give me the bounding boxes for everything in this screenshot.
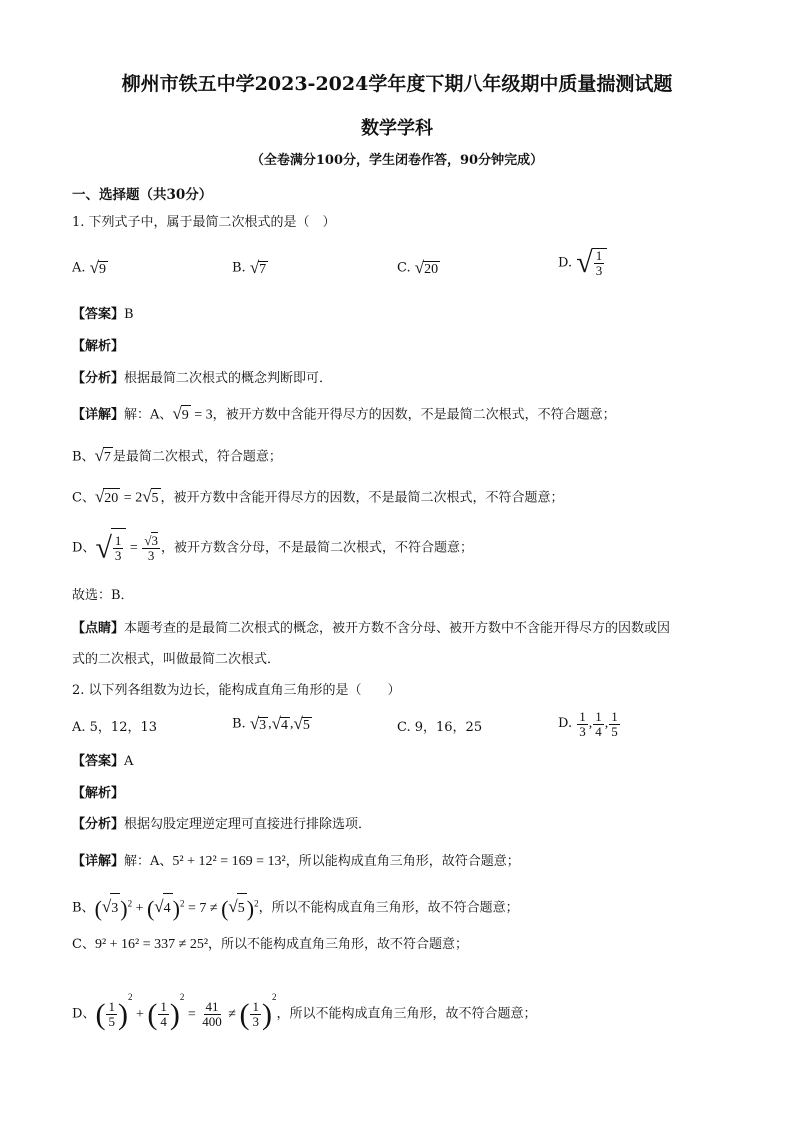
detail-prefix: C、 — [72, 937, 95, 952]
exam-subject: 数学学科 — [361, 118, 433, 139]
detail-text: ，所以不能构成直角三角形，故不符合题意； — [258, 900, 519, 916]
answer-value: B — [124, 307, 134, 322]
answer-value: A — [124, 754, 134, 769]
fenxi-tag: 【分析】 — [72, 817, 125, 832]
q1-fenxi — [72, 369, 332, 389]
fraction-den: 3 — [147, 548, 155, 563]
fraction — [593, 710, 604, 739]
q2-detail-d: D、( $\frac{1}{5}$ )$^2$ + ( $\frac{1}{4}$ )$^2$ = $\frac{41}{400}$ ≠ ( $\frac{1}{3}$ )$^2$，所以不能构成直角三角形，故不符合题意； — [72, 992, 537, 1031]
q1-option-a-label: A. — [72, 260, 86, 276]
q1-option-a — [72, 258, 108, 278]
q1-analysis-tag: 【解析】 — [72, 339, 125, 354]
q1-dianjing-2: 式的二次根式，叫做最简二次根式． — [72, 652, 281, 667]
fraction-den: 4 — [160, 1014, 167, 1030]
radicand: 5 — [237, 893, 247, 924]
fraction-num: 1 — [579, 708, 586, 724]
fraction — [609, 710, 620, 739]
q1-option-c-label: C. — [397, 260, 411, 276]
radical: √4 — [154, 892, 172, 924]
q1-option-a-radical: √9 — [89, 258, 107, 277]
radical: √3 — [102, 892, 120, 924]
fenxi-text: 根据勾股定理逆定理可直接进行排除选项． — [124, 817, 372, 832]
detail-text: ，被开方数含分母，不是最简二次根式，不符合题意； — [160, 540, 473, 556]
q1-option-d-radical: √ $\frac{1}{3}$ — [576, 248, 607, 278]
radical: √3 — [249, 714, 267, 733]
q1-option-d-label: D. — [558, 255, 573, 271]
fraction-num: 1 — [114, 533, 122, 549]
equation-part: ≠ — [224, 1006, 240, 1022]
radicand: 3 — [110, 893, 120, 924]
q1-option-b-radical: √7 — [249, 258, 267, 277]
detail-prefix: C、 — [72, 490, 95, 506]
q1-dianjing-1 — [72, 619, 670, 639]
equation-part: = 3 — [190, 407, 213, 423]
equation-part: 5² + 12² = 169 = 13² — [172, 854, 286, 869]
dianjing-text: 本题考查的是最简二次根式的概念，被开方数不含分母、被开方数中不含能开得尽方的因数或因 — [124, 621, 671, 636]
q2-option-b: B. √3 ,√4 ,√5 — [232, 714, 310, 733]
fraction — [158, 1000, 169, 1029]
fraction-num: 3 — [151, 533, 158, 548]
q1-detail-d — [72, 528, 473, 569]
fraction-num: 1 — [160, 999, 167, 1015]
fraction — [106, 1000, 117, 1029]
fraction-num: 1 — [252, 999, 259, 1015]
exam-note: （全卷满分100分，学生闭卷作答，90分钟完成） — [250, 153, 544, 168]
equation-part: = — [184, 1006, 200, 1022]
radical: √5 — [293, 714, 310, 733]
dianjing-tag: 【点睛】 — [72, 621, 125, 636]
detail-text: ，所以不能构成直角三角形，故不符合题意； — [208, 937, 469, 952]
q1-detail-a — [72, 404, 616, 426]
xiangjie-tag: 【详解】 — [72, 407, 125, 423]
fraction: $\frac{√3}{3}$ — [144, 533, 158, 563]
radicand: 9 — [181, 405, 191, 426]
radicand: 5 — [151, 488, 161, 509]
exam-title: 柳州市铁五中学2023-2024学年度下期八年级期中质量揣测试题 — [121, 73, 673, 95]
equation-part: = 2 — [120, 490, 143, 506]
fraction-den: 3 — [252, 1014, 259, 1030]
equation-part: 9² + 16² = 337 ≠ 25² — [94, 937, 209, 952]
fraction-num: 1 — [595, 708, 602, 724]
detail-text: ，所以不能构成直角三角形，故不符合题意； — [276, 1006, 537, 1022]
detail-prefix: D、 — [72, 1006, 96, 1022]
q1-option-c — [397, 258, 440, 278]
q1-detail-c — [72, 487, 564, 509]
q1-option-a-value: 9 — [99, 262, 107, 277]
q1-answer — [72, 305, 134, 325]
fraction-num: 41 — [205, 999, 219, 1015]
fraction-den: 3 — [579, 723, 586, 739]
fraction-num: 1 — [611, 708, 618, 724]
fenxi-tag: 【分析】 — [72, 371, 125, 386]
radical: √20 — [95, 487, 120, 509]
detail-prefix: B、 — [72, 449, 95, 465]
q1-option-d — [558, 248, 607, 278]
q2-option-c: C. 9，16，25 — [397, 720, 483, 735]
fraction-den: 4 — [595, 723, 602, 739]
radical: √7 — [95, 446, 113, 468]
q2-stem: 2. 以下列各组数为边长，能构成直角三角形的是（ ） — [72, 683, 401, 698]
fraction-den: 3 — [114, 548, 122, 564]
q2-option-b-label: B. — [232, 716, 246, 732]
equation-part: = — [126, 540, 142, 556]
radical: √4 — [271, 714, 289, 733]
q1-option-b-value: 7 — [259, 262, 267, 277]
fraction — [200, 1000, 224, 1029]
detail-text: ，所以能构成直角三角形，故符合题意； — [285, 854, 520, 869]
q1-stem: 1. 下列式子中，属于最简二次根式的是（ ） — [72, 215, 336, 230]
detail-prefix: 解：A、 — [124, 854, 173, 869]
detail-prefix: B、 — [72, 900, 95, 916]
q1-option-d-den: 3 — [595, 263, 603, 278]
q1-option-c-radical: √20 — [414, 258, 439, 277]
q2-option-d-label: D. — [558, 716, 573, 731]
detail-prefix: 解：A、 — [124, 407, 173, 423]
radical: √9 — [172, 404, 190, 426]
q1-option-d-num: 1 — [595, 248, 603, 263]
radical: √ $\frac{1}{3}$ — [95, 528, 126, 569]
radicand: 3 — [259, 718, 267, 733]
answer-tag: 【答案】 — [72, 754, 125, 769]
radicand: 5 — [302, 718, 310, 733]
fraction-den: 5 — [611, 723, 618, 739]
fraction-num: 1 — [108, 999, 115, 1015]
radical: √5 — [228, 892, 246, 924]
detail-text: 是最简二次根式，符合题意； — [112, 449, 282, 465]
detail-text: ，被开方数中含能开得尽方的因数，不是最简二次根式，不符合题意； — [212, 407, 616, 423]
radicand: 4 — [281, 718, 289, 733]
radicand: 20 — [103, 488, 120, 509]
q1-option-c-value: 20 — [424, 262, 439, 277]
q1-option-b — [232, 258, 268, 278]
detail-text: ，被开方数中含能开得尽方的因数，不是最简二次根式，不符合题意； — [160, 490, 564, 506]
q2-detail-a — [72, 852, 520, 872]
q2-detail-c — [72, 935, 468, 955]
fraction — [577, 710, 588, 739]
radical: √5 — [142, 487, 160, 509]
q1-option-b-label: B. — [232, 260, 246, 276]
equation-part: = 7 ≠ — [184, 900, 222, 916]
xiangjie-tag: 【详解】 — [72, 854, 125, 869]
fraction-den: 5 — [108, 1014, 115, 1030]
answer-tag: 【答案】 — [72, 307, 125, 322]
q2-answer — [72, 752, 133, 772]
detail-prefix: D、 — [72, 540, 96, 556]
q1-detail-b — [72, 446, 282, 468]
fenxi-text: 根据最简二次根式的概念判断即可． — [124, 371, 333, 386]
q2-option-d: D. $\frac{1}{3}$ , $\frac{1}{4}$ , $\frac{1}{5}$ — [558, 708, 618, 739]
radicand: 4 — [163, 893, 173, 924]
fraction — [250, 1000, 261, 1029]
q1-choice: 故选：B． — [72, 588, 134, 603]
fraction-den: 400 — [202, 1014, 222, 1030]
q2-fenxi — [72, 815, 371, 835]
section-title: 一、选择题（共30分） — [72, 187, 213, 203]
q2-analysis-tag: 【解析】 — [72, 786, 125, 801]
radicand: 7 — [103, 447, 113, 468]
q2-detail-b: B、$(√3)^2 + (√4)^2 = 7 \ne (√5)^2$，所以不能构成直角三角形，故不符合题意； — [72, 888, 519, 924]
q2-option-a: A. 5，12，13 — [72, 720, 158, 735]
